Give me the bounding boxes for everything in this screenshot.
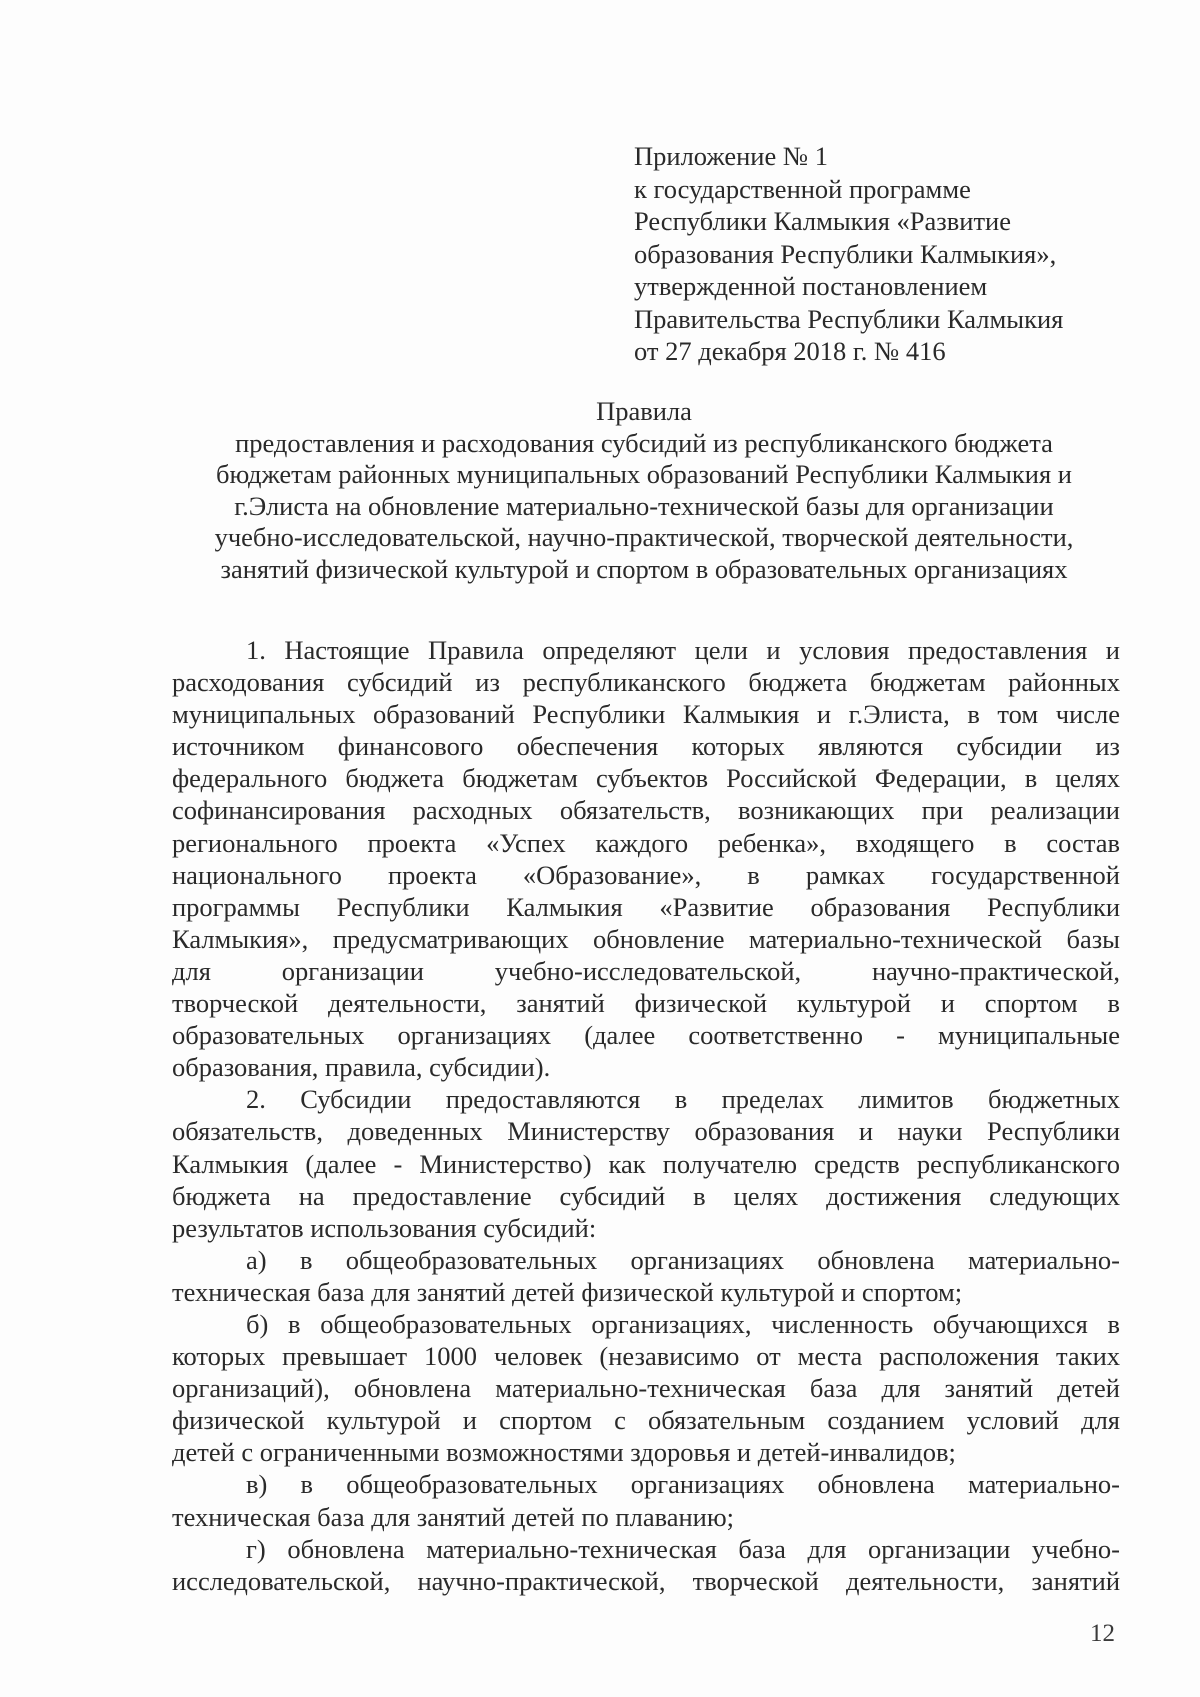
title-line: бюджетам районных муниципальных образований Республики Калмыкия и [216, 459, 1072, 490]
document-body [172, 634, 1120, 1597]
appendix-block [634, 140, 1154, 368]
body-line: регионального проекта «Успех каждого ребенка», входящего в состав [172, 827, 1120, 858]
body-line: творческой деятельности, занятий физической культурой и спортом в [172, 988, 1120, 1019]
title-line: предоставления и расходования субсидий из республиканского бюджета [235, 427, 1053, 458]
body-line: расходования субсидий из республиканского бюджета бюджетам районных [172, 667, 1120, 698]
body-line: программы Республики Калмыкия «Развитие образования Республики [172, 891, 1120, 922]
body-line: б) в общеобразовательных организациях, численность обучающихся в [246, 1308, 1120, 1339]
title-line: занятий физической культурой и спортом в образовательных организациях [220, 553, 1068, 584]
body-line: муниципальных образований Республики Калмыкия и г.Элиста, в том числе [172, 699, 1120, 730]
body-line: детей с ограниченными возможностями здоровья и детей-инвалидов; [172, 1437, 956, 1468]
appendix-line: от 27 декабря 2018 г. № 416 [634, 336, 946, 366]
body-line: 1. Настоящие Правила определяют цели и условия предоставления и [246, 635, 1120, 665]
body-line: обязательств, доведенных Министерству образования и науки Республики [172, 1116, 1120, 1147]
appendix-line: к государственной программе [634, 173, 971, 204]
title-line: учебно-исследовательской, научно-практической, творческой деятельности, [214, 522, 1074, 553]
body-line: бюджета на предоставление субсидий в целях достижения следующих [172, 1180, 1120, 1211]
appendix-line: Приложение № 1 [634, 141, 829, 171]
body-line: которых превышает 1000 человек (независимо от места расположения таких [172, 1341, 1120, 1372]
body-line: в) в общеобразовательных организациях обновлена материально- [246, 1469, 1120, 1500]
body-line: софинансирования расходных обязательств, возникающих при реализации [172, 795, 1120, 826]
appendix-line: Правительства Республики Калмыкия [634, 303, 1064, 334]
appendix-line: образования Республики Калмыкия», [634, 238, 1057, 269]
body-line: для организации учебно-исследовательской, научно-практической, [172, 955, 1120, 986]
body-line: техническая база для занятий детей по плаванию; [172, 1501, 735, 1532]
appendix-line: Республики Калмыкия «Развитие [634, 206, 1011, 236]
body-line: исследовательской, научно-практической, творческой деятельности, занятий [172, 1565, 1120, 1596]
body-line: техническая база для занятий детей физической культурой и спортом; [172, 1276, 963, 1307]
body-line: образования, правила, субсидии). [172, 1052, 551, 1083]
body-line: федерального бюджета бюджетам субъектов Российской Федерации, в целях [172, 763, 1120, 794]
body-line: Калмыкия (далее - Министерство) как получателю средств республиканского [172, 1148, 1120, 1179]
body-line: национального проекта «Образование», в рамках государственной [172, 859, 1120, 890]
title-line: г.Элиста на обновление материально-технической базы для организации [234, 490, 1054, 521]
body-line: источником финансового обеспечения которых являются субсидии из [172, 731, 1120, 762]
page-number: 12 [1090, 1620, 1115, 1647]
body-line: г) обновлена материально-техническая база для организации учебно- [246, 1533, 1120, 1564]
body-line: а) в общеобразовательных организациях обновлена материально- [246, 1244, 1120, 1275]
body-line: результатов использования субсидий: [172, 1212, 597, 1243]
body-line: 2. Субсидии предоставляются в пределах лимитов бюджетных [246, 1084, 1120, 1115]
body-line: организаций), обновлена материально-техническая база для занятий детей [172, 1373, 1120, 1404]
document-title [160, 396, 1128, 586]
body-line: образовательных организациях (далее соответственно - муниципальные [172, 1020, 1120, 1051]
appendix-line: утвержденной постановлением [634, 271, 988, 301]
title-heading: Правила [596, 396, 692, 426]
body-line: физической культурой и спортом с обязательным созданием условий для [172, 1405, 1120, 1436]
body-line: Калмыкия», предусматривающих обновление материально-технической базы [172, 923, 1120, 954]
